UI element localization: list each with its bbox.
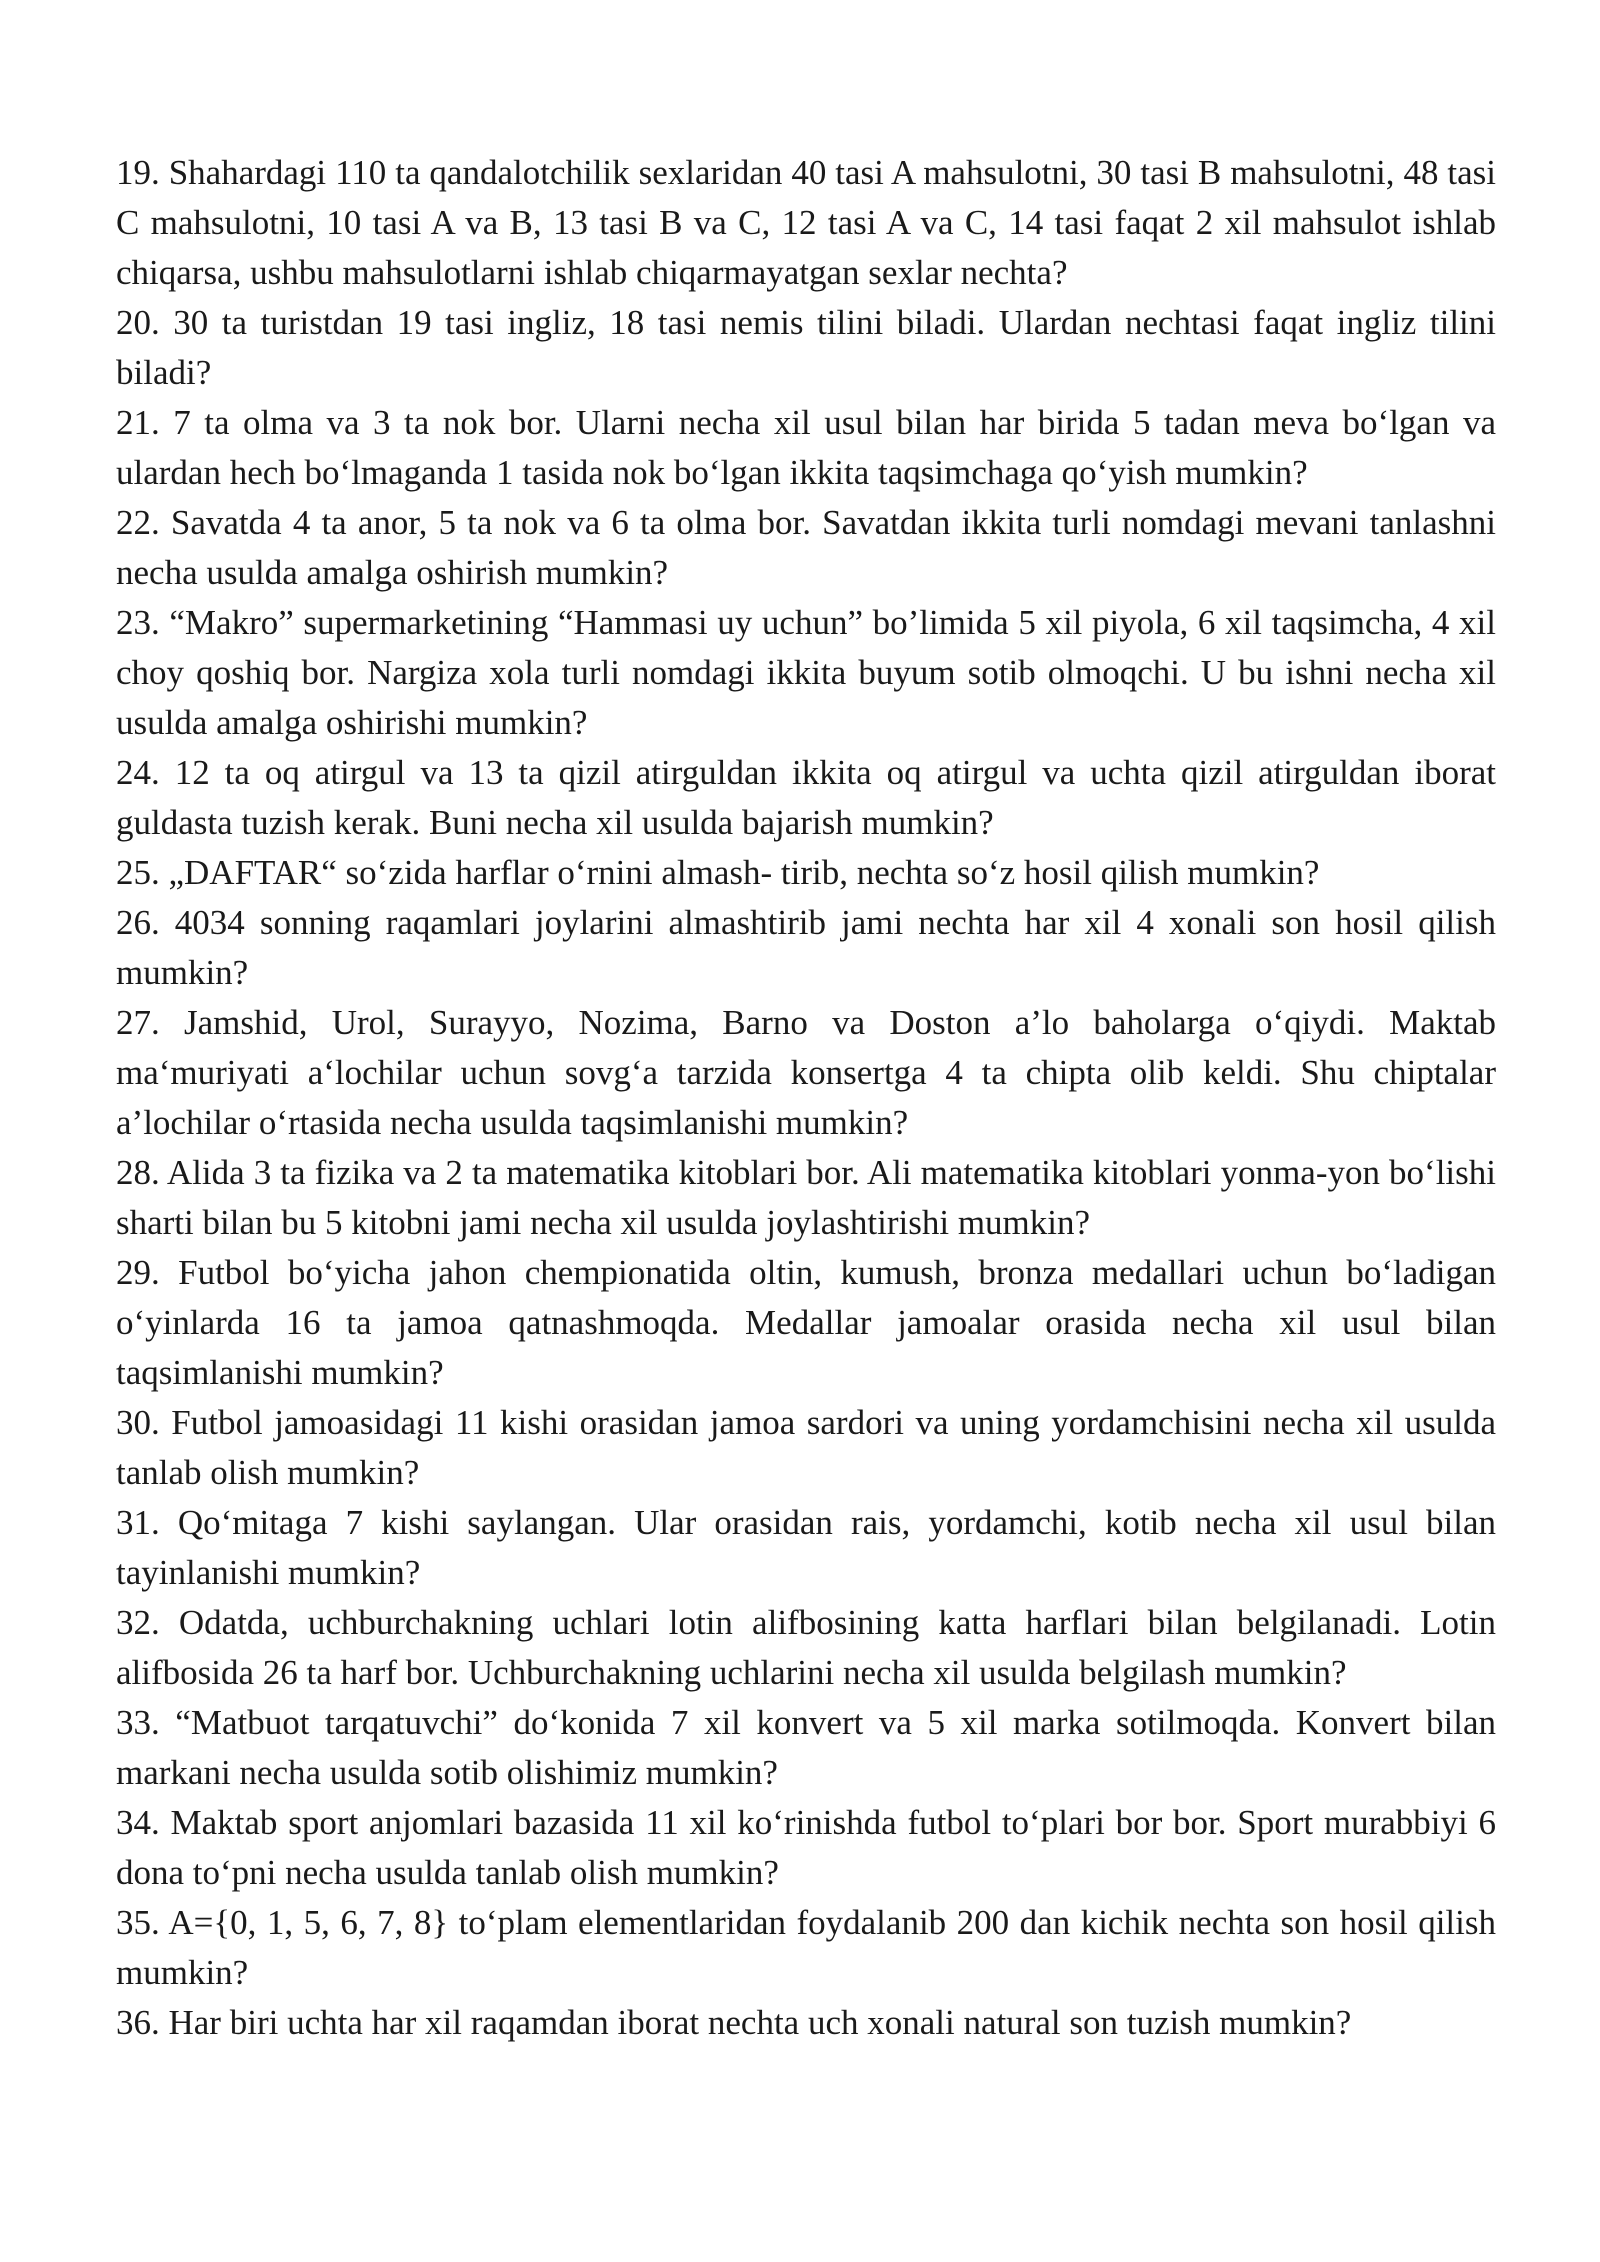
problem-28: 28. Alida 3 ta fizika va 2 ta matematika kitoblari bor. Ali matematika kitoblari yonma-yon bo‘lishi sharti bilan bu 5 kitobni jami necha xil usulda joylashtirishi mumkin? bbox=[116, 1153, 1496, 1242]
problem-35: 35. A={0, 1, 5, 6, 7, 8} to‘plam elementlaridan foydalanib 200 dan kichik nechta son hosil qilish mumkin? bbox=[116, 1903, 1496, 1992]
problem-26: 26. 4034 sonning raqamlari joylarini almashtirib jami nechta har xil 4 xonali son hosil qilish mumkin? bbox=[116, 903, 1496, 992]
problem-23: 23. “Makro” supermarketining “Hammasi uy uchun” bo’limida 5 xil piyola, 6 xil taqsimcha, 4 xil choy qoshiq bor. Nargiza xola turli nomdagi ikkita buyum sotib olmoqchi. U bu ishni necha xil usulda amalga oshirishi mumkin? bbox=[116, 603, 1496, 742]
problem-29: 29. Futbol bo‘yicha jahon chempionatida oltin, kumush, bronza medallari uchun bo‘ladigan o‘yinlarda 16 ta jamoa qatnashmoqda. Medallar jamoalar orasida necha xil usul bilan taqsimlanishi mumkin? bbox=[116, 1253, 1496, 1392]
problem-32: 32. Odatda, uchburchakning uchlari lotin alifbosining katta harflari bilan belgilanadi. Lotin alifbosida 26 ta harf bor. Uchburchakning uchlarini necha xil usulda belgilash mumkin? bbox=[116, 1603, 1496, 1692]
problem-22: 22. Savatda 4 ta anor, 5 ta nok va 6 ta olma bor. Savatdan ikkita turli nomdagi mevani tanlashni necha usulda amalga oshirish mumkin? bbox=[116, 503, 1496, 592]
problem-36: 36. Har biri uchta har xil raqamdan iborat nechta uch xonali natural son tuzish mumkin? bbox=[116, 2003, 1352, 2042]
problem-21: 21. 7 ta olma va 3 ta nok bor. Ularni necha xil usul bilan har birida 5 tadan meva bo‘lgan va ulardan hech bo‘lmaganda 1 tasida nok bo‘lgan ikkita taqsimchaga qo‘yish mumkin? bbox=[116, 403, 1496, 492]
problem-33: 33. “Matbuot tarqatuvchi” do‘konida 7 xil konvert va 5 xil marka sotilmoqda. Konvert bilan markani necha usulda sotib olishimiz mumkin? bbox=[116, 1703, 1496, 1792]
problem-list bbox=[116, 148, 1496, 2048]
problem-34: 34. Maktab sport anjomlari bazasida 11 xil ko‘rinishda futbol to‘plari bor bor. Sport murabbiyi 6 dona to‘pni necha usulda tanlab olish mumkin? bbox=[116, 1803, 1496, 1892]
problem-30: 30. Futbol jamoasidagi 11 kishi orasidan jamoa sardori va uning yordamchisini necha xil usulda tanlab olish mumkin? bbox=[116, 1403, 1496, 1492]
problem-27: 27. Jamshid, Urol, Surayyo, Nozima, Barno va Doston a’lo baholarga o‘qiydi. Maktab ma‘muriyati a‘lochilar uchun sovg‘a tarzida konsertga 4 ta chipta olib keldi. Shu chiptalar a’lochilar o‘rtasida necha usulda taqsimlanishi mumkin? bbox=[116, 1003, 1496, 1142]
problem-25: 25. „DAFTAR“ so‘zida harflar o‘rnini almash- tirib, nechta so‘z hosil qilish mumkin? bbox=[116, 853, 1320, 892]
problem-31: 31. Qo‘mitaga 7 kishi saylangan. Ular orasidan rais, yordamchi, kotib necha xil usul bilan tayinlanishi mumkin? bbox=[116, 1503, 1496, 1592]
problem-19: 19. Shahardagi 110 ta qandalotchilik sexlaridan 40 tasi A mahsulotni, 30 tasi B mahsulotni, 48 tasi C mahsulotni, 10 tasi A va B, 13 tasi B va C, 12 tasi A va C, 14 tasi faqat 2 xil mahsulot ishlab chiqarsa, ushbu mahsulotlarni ishlab chiqarmayatgan sexlar nechta? bbox=[116, 153, 1496, 292]
problem-20: 20. 30 ta turistdan 19 tasi ingliz, 18 tasi nemis tilini biladi. Ulardan nechtasi faqat ingliz tilini biladi? bbox=[116, 303, 1496, 392]
problem-24: 24. 12 ta oq atirgul va 13 ta qizil atirguldan ikkita oq atirgul va uchta qizil atirguldan iborat guldasta tuzish kerak. Buni necha xil usulda bajarish mumkin? bbox=[116, 753, 1496, 842]
